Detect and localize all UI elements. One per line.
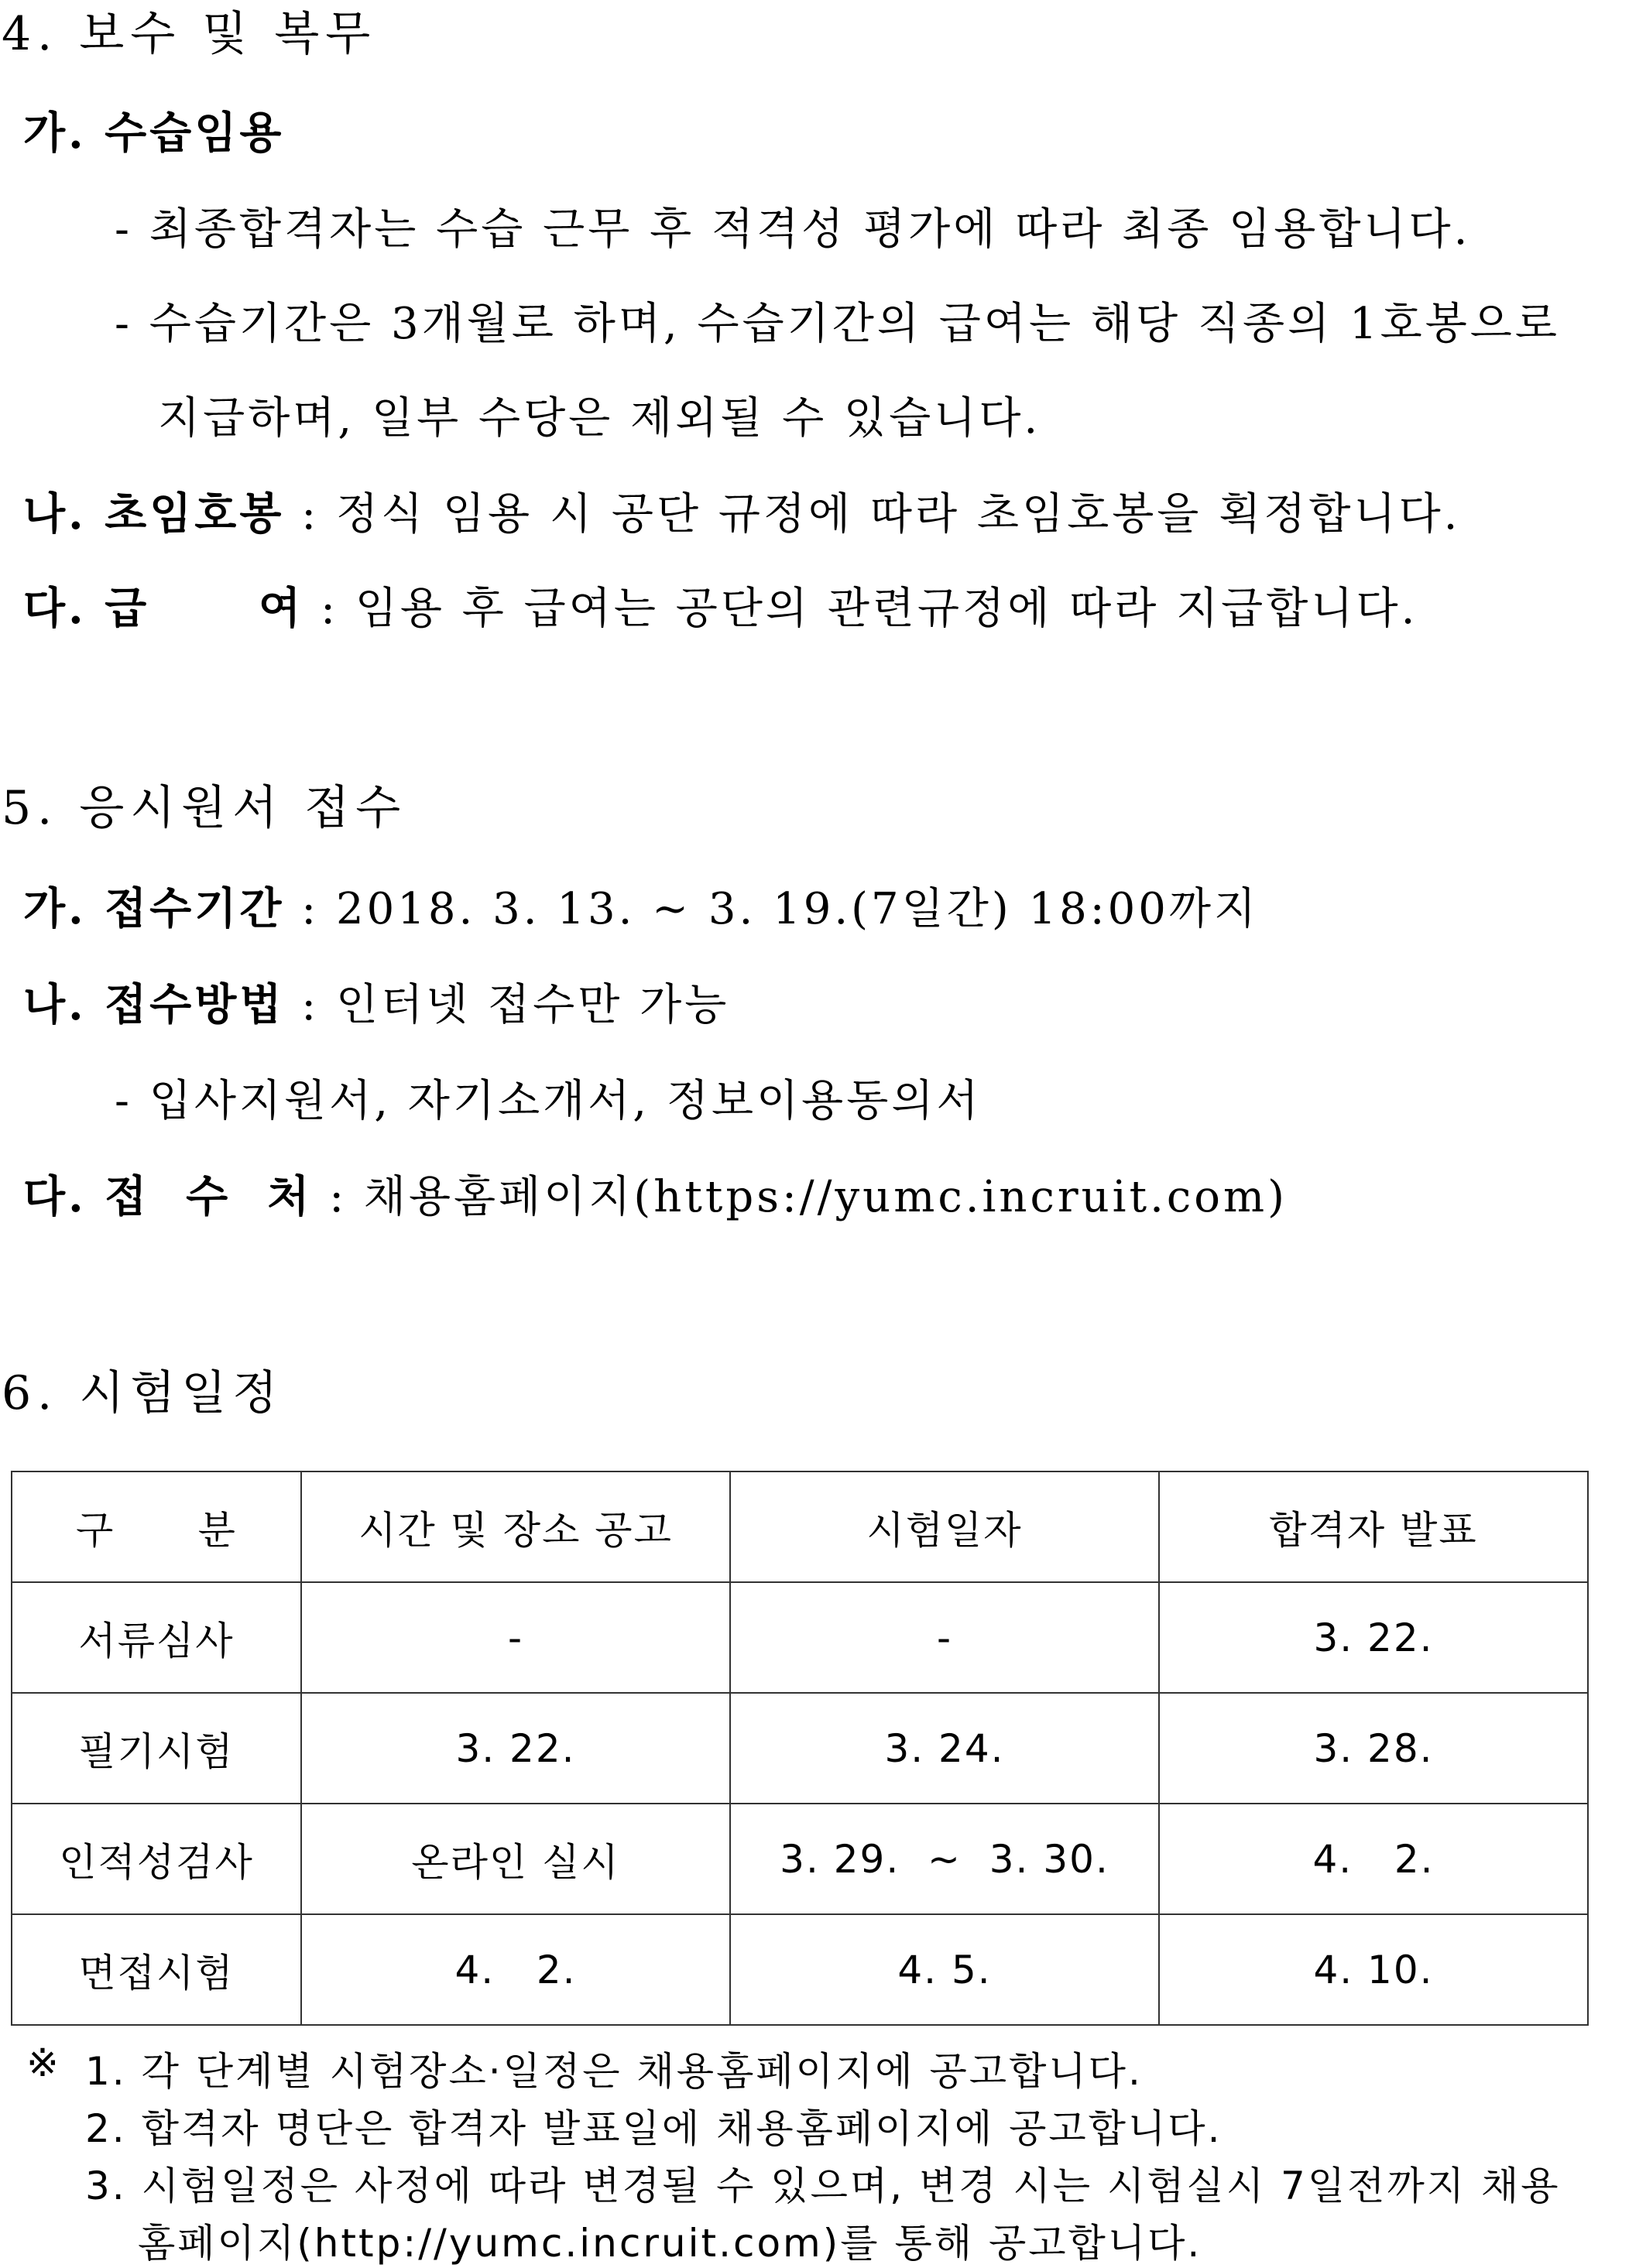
- table-row: [12, 1804, 1588, 1914]
- table-cell: 서류심사: [12, 1582, 301, 1693]
- table-row: [12, 1582, 1588, 1693]
- section-5b-bullet: - 입사지원서, 자기소개서, 정보이용동의서: [115, 1076, 982, 1126]
- section-5b-text: : 인터넷 접수만 가능: [301, 980, 730, 1030]
- section-5b-label: 나. 접수방법: [23, 979, 285, 1030]
- table-cell: 4. 5.: [730, 1914, 1159, 2025]
- exam-schedule-table: [11, 1471, 1589, 2026]
- table-cell: 4. 10.: [1159, 1914, 1588, 2025]
- note-mark: ※: [26, 2040, 61, 2085]
- table-row: [12, 1914, 1588, 2025]
- table-header-cell: 합격자 발표: [1159, 1471, 1588, 1582]
- section-5c-label: 다. 접 수 처: [23, 1171, 313, 1222]
- section-4b-text: : 정식 임용 시 공단 규정에 따라 초임호봉을 획정합니다.: [301, 489, 1461, 540]
- section-5c-text: : 채용홈페이지(https://yumc.incruit.com): [329, 1172, 1288, 1222]
- section-5c: [23, 1163, 1288, 1225]
- table-cell: 3. 22.: [1159, 1582, 1588, 1693]
- table-cell: 3. 28.: [1159, 1693, 1588, 1804]
- table-cell: -: [730, 1582, 1159, 1693]
- table-header-cell: 구 분: [12, 1471, 301, 1582]
- section-4b: [23, 480, 1460, 542]
- note-3-line-1: 3. 시험일정은 사정에 따라 변경될 수 있으며, 변경 시는 시험실시 7일전까지 채용: [85, 2164, 1561, 2208]
- table-header-row: [12, 1471, 1588, 1582]
- section-4a-label: 가. 수습임용: [23, 108, 285, 159]
- table-cell: -: [301, 1582, 730, 1693]
- section-4b-label: 나. 초임호봉: [23, 488, 285, 540]
- section-6-title: 6. 시험일정: [2, 1366, 284, 1420]
- table-cell: 면접시험: [12, 1914, 301, 2025]
- table-cell: 3. 24.: [730, 1693, 1159, 1804]
- section-5b: [23, 971, 729, 1033]
- table-cell: 4. 2.: [301, 1914, 730, 2025]
- section-5-title: 5. 응시원서 접수: [2, 781, 407, 835]
- note-1: 1. 각 단계별 시험장소·일정은 채용홈페이지에 공고합니다.: [85, 2049, 1143, 2094]
- section-4c-label: 다. 급 여: [23, 583, 304, 634]
- table-cell: 온라인 실시: [301, 1804, 730, 1914]
- table-cell: 3. 22.: [301, 1693, 730, 1804]
- section-5a-text: : 2018. 3. 13. ~ 3. 19.(7일간) 18:00까지: [301, 884, 1260, 934]
- section-4-title: 4. 보수 및 복무: [2, 7, 377, 61]
- table-header-cell: 시험일자: [730, 1471, 1159, 1582]
- section-4c-text: : 임용 후 급여는 공단의 관련규정에 따라 지급합니다.: [321, 584, 1418, 634]
- table-cell: 4. 2.: [1159, 1804, 1588, 1914]
- note-2: 2. 합격자 명단은 합격자 발표일에 채용홈페이지에 공고합니다.: [85, 2106, 1222, 2151]
- table-row: [12, 1693, 1588, 1804]
- table-header-cell: 시간 및 장소 공고: [301, 1471, 730, 1582]
- table-cell: 필기시험: [12, 1693, 301, 1804]
- note-3-line-2: 홈페이지(http://yumc.incruit.com)를 통해 공고합니다.: [138, 2221, 1202, 2266]
- table-cell: 인적성검사: [12, 1804, 301, 1914]
- section-5a: [23, 875, 1259, 937]
- section-4a-bullet-2-line-2: 지급하며, 일부 수당은 제외될 수 있습니다.: [158, 393, 1041, 444]
- section-5a-label: 가. 접수기간: [23, 883, 285, 934]
- section-4c: [23, 574, 1418, 636]
- section-4a-bullet-2-line-1: - 수습기간은 3개월로 하며, 수습기간의 급여는 해당 직종의 1호봉으로: [115, 299, 1560, 349]
- table-cell: 3. 29. ~ 3. 30.: [730, 1804, 1159, 1914]
- section-4a-bullet-1: - 최종합격자는 수습 근무 후 적격성 평가에 따라 최종 임용합니다.: [115, 204, 1471, 255]
